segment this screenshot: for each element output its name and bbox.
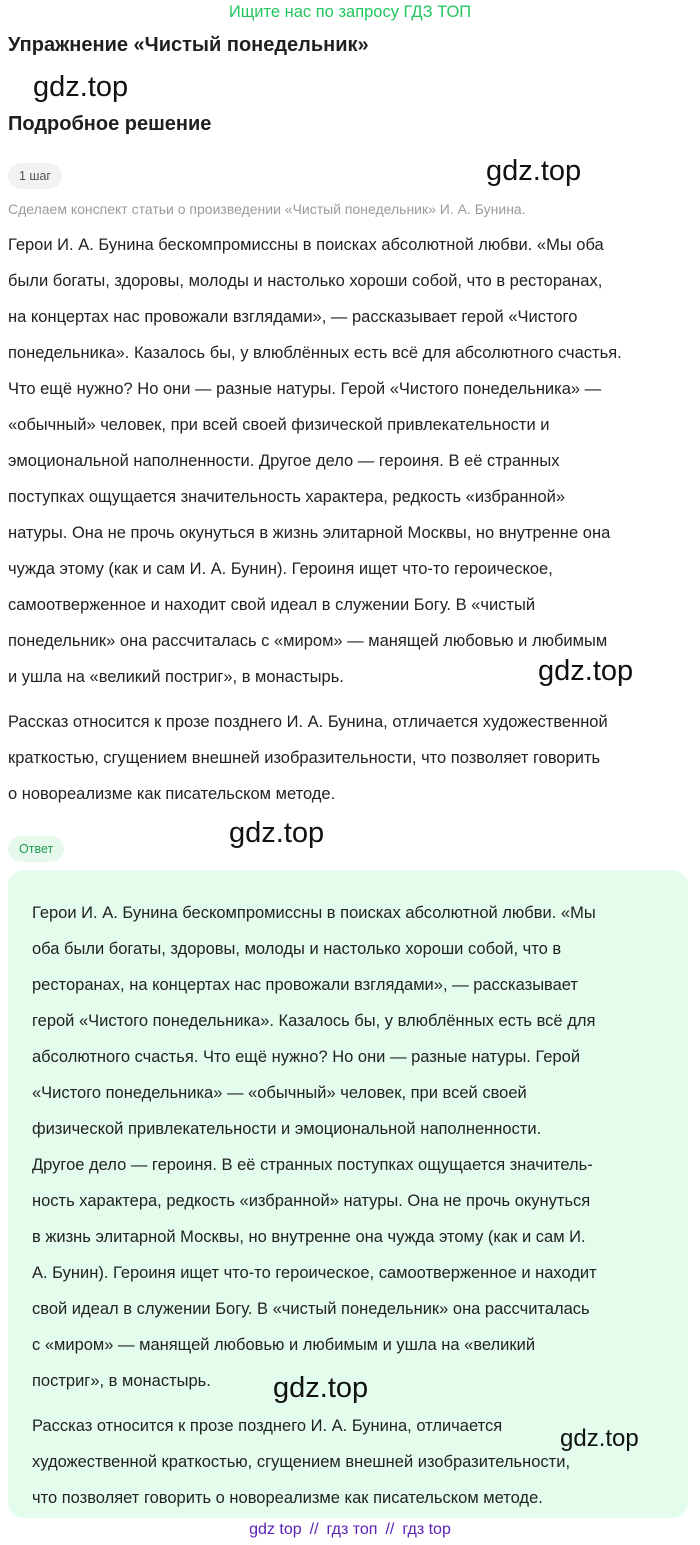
text-line: краткостью, сгущением внешней изобразительности, что позволяет говорить bbox=[8, 749, 601, 767]
watermark: gdz.top bbox=[33, 71, 129, 103]
search-hint-banner: Ищите нас по запросу ГДЗ ТОП bbox=[228, 3, 472, 21]
text-line: самоотверженное и находит свой идеал в служении Богу. В «чистый bbox=[8, 596, 536, 614]
text-line: с «миром» — манящей любовью и любимым и ушла на «великий bbox=[32, 1336, 536, 1354]
text-line: физической привлекательности и эмоциональной наполненности. bbox=[32, 1120, 542, 1138]
text-line: постриг», в монастырь. bbox=[32, 1372, 211, 1390]
footer-links bbox=[0, 1519, 700, 1543]
text-line: натуры. Она не прочь окунуться в жизнь элитарной Москвы, но внутренне она bbox=[8, 524, 611, 542]
text-line: Рассказ относится к прозе позднего И. А. Бунина, отличается bbox=[32, 1417, 503, 1435]
watermark: gdz.top bbox=[486, 155, 582, 187]
footer-link-gdz-top-ru[interactable]: гдз топ bbox=[326, 1521, 378, 1538]
text-line: герой «Чистого понедельника». Казалось бы, у влюблённых есть всё для bbox=[32, 1012, 596, 1030]
text-line: и ушла на «великий постриг», в монастырь. bbox=[8, 668, 344, 686]
text-line: «обычный» человек, при всей своей физической привлекательности и bbox=[8, 416, 550, 434]
text-line: художественной краткостью, сгущением внешней изобразительности, bbox=[32, 1453, 571, 1471]
text-line: о новореализме как писательском методе. bbox=[8, 785, 336, 803]
text-line: понедельника». Казалось бы, у влюблённых есть всё для абсолютного счастья. bbox=[8, 344, 622, 362]
text-line: Другое дело — героиня. В её странных поступках ощущается значитель- bbox=[32, 1156, 593, 1174]
answer-paragraph-1 bbox=[32, 895, 597, 1399]
step-badge: 1 шаг bbox=[8, 163, 62, 189]
text-line: абсолютного счастья. Что ещё нужно? Но они — разные натуры. Герой bbox=[32, 1048, 581, 1066]
footer-link-gdz-top-mixed[interactable]: гдз top bbox=[402, 1521, 451, 1538]
footer-separator: // bbox=[309, 1521, 319, 1538]
watermark: gdz.top bbox=[273, 1372, 369, 1404]
text-line: на концертах нас провожали взглядами», — рассказывает герой «Чистого bbox=[8, 308, 578, 326]
solution-heading: Подробное решение bbox=[8, 113, 212, 135]
text-line: ресторанах, на концертах нас провожали взглядами», — рассказывает bbox=[32, 976, 578, 994]
text-line: Герои И. А. Бунина бескомпромиссны в поисках абсолютной любви. «Мы оба bbox=[8, 236, 604, 254]
text-line: эмоциональной наполненности. Другое дело — героиня. В её странных bbox=[8, 452, 560, 470]
text-line: Рассказ относится к прозе позднего И. А. Бунина, отличается художественной bbox=[8, 713, 608, 731]
exercise-title: Упражнение «Чистый понедельник» bbox=[8, 34, 369, 56]
text-line: понедельник» она рассчиталась с «миром» — манящей любовью и любимым bbox=[8, 632, 608, 650]
footer-link-gdz-top[interactable]: gdz top bbox=[249, 1521, 302, 1538]
watermark: gdz.top bbox=[229, 817, 325, 849]
step-intro-text: Сделаем конспект статьи о произведении «Чистый понедельник» И. А. Бунина. bbox=[8, 201, 526, 217]
text-line: Герои И. А. Бунина бескомпромиссны в поисках абсолютной любви. «Мы bbox=[32, 904, 596, 922]
text-line: свой идеал в служении Богу. В «чистый понедельник» она рассчиталась bbox=[32, 1300, 590, 1318]
footer-separator: // bbox=[385, 1521, 395, 1538]
text-line: А. Бунин). Героиня ищет что-то героическое, самоотверженное и находит bbox=[32, 1264, 597, 1282]
text-line: «Чистого понедельника» — «обычный» человек, при всей своей bbox=[32, 1084, 527, 1102]
text-line: оба были богаты, здоровы, молоды и настолько хороши собой, что в bbox=[32, 940, 562, 958]
watermark: gdz.top bbox=[538, 655, 634, 687]
text-line: Что ещё нужно? Но они — разные натуры. Герой «Чистого понедельника» — bbox=[8, 380, 602, 398]
text-line: были богаты, здоровы, молоды и настолько хороши собой, что в ресторанах, bbox=[8, 272, 603, 290]
text-line: в жизнь элитарной Москвы, но внутренне она чужда этому (как и сам И. bbox=[32, 1228, 586, 1246]
solution-paragraph-1 bbox=[8, 227, 622, 695]
answer-paragraph-2 bbox=[32, 1408, 570, 1516]
text-line: поступках ощущается значительность характера, редкость «избранной» bbox=[8, 488, 566, 506]
solution-paragraph-2 bbox=[8, 704, 608, 812]
answer-badge: Ответ bbox=[8, 836, 64, 862]
text-line: ность характера, редкость «избранной» натуры. Она не прочь окунуться bbox=[32, 1192, 591, 1210]
text-line: чужда этому (как и сам И. А. Бунин). Героиня ищет что-то героическое, bbox=[8, 560, 553, 578]
text-line: что позволяет говорить о новореализме как писательском методе. bbox=[32, 1489, 543, 1507]
watermark: gdz.top bbox=[560, 1425, 639, 1452]
